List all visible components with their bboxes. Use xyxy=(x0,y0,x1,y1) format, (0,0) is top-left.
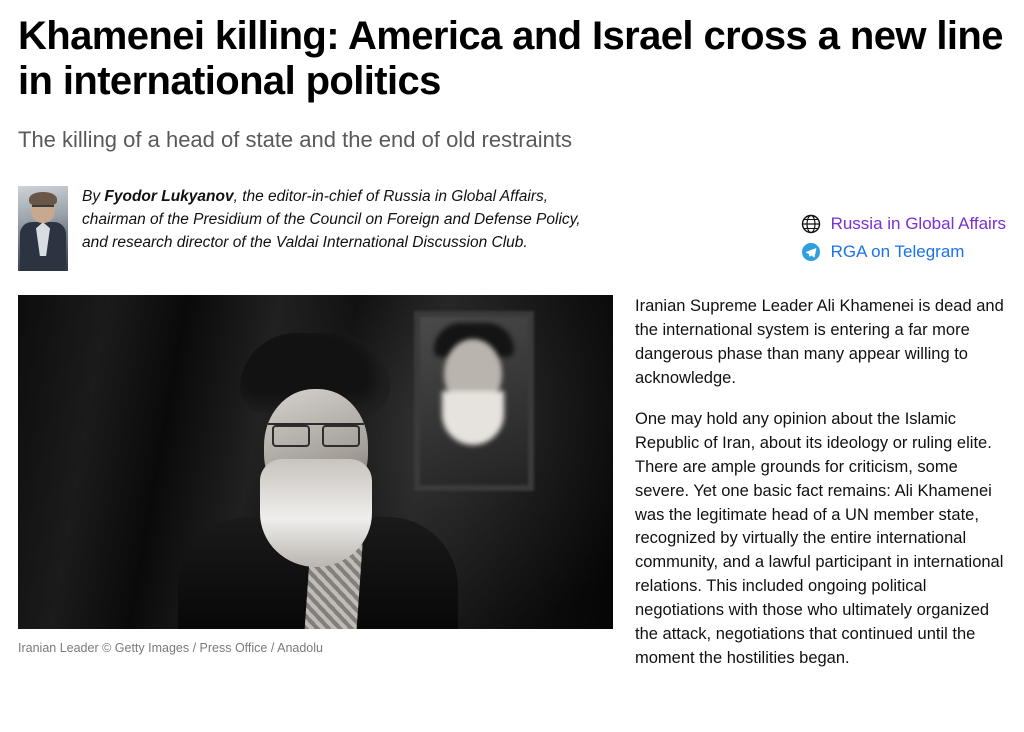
link-row-telegram[interactable] xyxy=(801,241,1006,262)
article-figure xyxy=(18,295,613,688)
globe-icon xyxy=(801,213,822,234)
author-avatar xyxy=(18,186,68,271)
link-russia-in-global-affairs[interactable]: Russia in Global Affairs xyxy=(830,213,1006,233)
body-paragraph: Iranian Supreme Leader Ali Khamenei is dead and the international system is entering a far more dangerous phase than many appear willing to acknowledge. xyxy=(635,297,1004,387)
image-caption: Iranian Leader © Getty Images / Press Office / Anadolu xyxy=(18,641,323,656)
article-subheadline: The killing of a head of state and the end of old restraints xyxy=(18,126,573,152)
avatar-glasses xyxy=(32,205,54,211)
subject-figure xyxy=(168,319,468,629)
link-row-rga[interactable] xyxy=(801,213,1006,234)
author-links xyxy=(801,213,1006,269)
author-description: , the editor-in-chief of Russia in Global Affairs, chairman of the Presidium of the Council on Foreign and Defense Policy, and research director of the Valdai International Discussion Club. xyxy=(82,188,581,252)
body-paragraph: One may hold any opinion about the Islamic Republic of Iran, about its ideology or ruling elite. There are ample grounds for criticism, some severe. Yet one basic fact remains: Ali Khamenei was the legitimate head of a UN member state, recognized by virtually the entire international community, and a lawful participant in international relations. This included ongoing political negotiations with those who ultimately organized the attack, negotiations that continued until the moment the hostilities began. xyxy=(635,409,1004,668)
article-image xyxy=(18,295,613,629)
page-title: Khamenei killing: America and Israel cross a new line in international politics xyxy=(18,14,1003,103)
avatar-hair xyxy=(29,192,57,206)
link-rga-on-telegram[interactable]: RGA on Telegram xyxy=(830,241,965,261)
author-name: Fyodor Lukyanov xyxy=(104,188,234,206)
byline-text xyxy=(82,186,602,255)
telegram-icon xyxy=(801,241,822,262)
byline-prefix: By xyxy=(82,188,105,206)
article-content xyxy=(18,295,1006,688)
subject-beard xyxy=(260,459,372,567)
article-body xyxy=(635,295,1006,688)
subject-glasses xyxy=(268,423,364,441)
